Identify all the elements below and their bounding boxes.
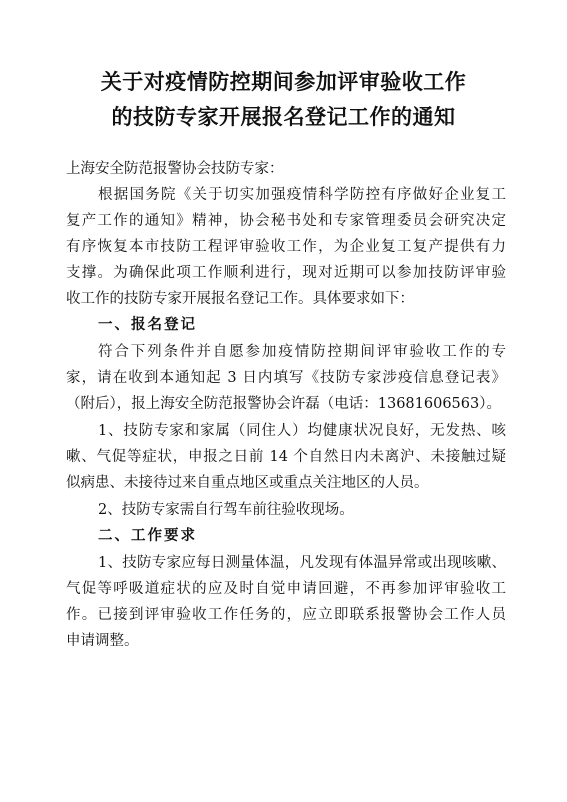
requirement-line-4: 申请调整。 bbox=[66, 633, 139, 649]
document-title-line-1: 关于对疫情防控期间参加评审验收工作 bbox=[100, 69, 467, 94]
intro-line-1: 根据国务院《关于切实加强疫情科学防控有序做好企业复工 bbox=[98, 187, 506, 203]
condition-1-line-3: 似病患、未接待过来自重点地区或重点关注地区的人员。 bbox=[66, 475, 429, 491]
intro-line-2: 复产工作的通知》精神，协会秘书处和专家管理委员会研究决定 bbox=[66, 213, 506, 229]
intro-line-4: 支撑。为确保此项工作顺利进行，现对近期可以参加技防评审验 bbox=[66, 265, 506, 281]
salutation: 上海安全防范报警协会技防专家： bbox=[66, 161, 284, 177]
condition-1-line-1: 1、技防专家和家属（同住人）均健康状况良好，无发热、咳 bbox=[98, 423, 506, 439]
registration-line-3: （附后），报上海安全防范报警协会许磊（电话：13681606563）。 bbox=[66, 396, 501, 412]
requirement-line-3: 作。已接到评审验收工作任务的，应立即联系报警协会工作人员 bbox=[66, 607, 506, 623]
section-heading-requirements: 二、工作要求 bbox=[98, 528, 197, 544]
document-title-line-2: 的技防专家开展报名登记工作的通知 bbox=[111, 104, 456, 129]
intro-line-3: 有序恢复本市技防工程评审验收工作，为企业复工复产提供有力 bbox=[66, 239, 506, 255]
section-heading-registration: 一、报名登记 bbox=[98, 317, 197, 333]
intro-line-5: 收工作的技防专家开展报名登记工作。具体要求如下： bbox=[66, 291, 414, 307]
requirement-line-1: 1、技防专家应每日测量体温，凡发现有体温异常或出现咳嗽、 bbox=[98, 555, 506, 571]
registration-line-1: 符合下列条件并自愿参加疫情防控期间评审验收工作的专 bbox=[98, 344, 506, 360]
requirement-line-2: 气促等呼吸道症状的应及时自觉申请回避，不再参加评审验收工 bbox=[66, 581, 506, 597]
registration-line-2: 家，请在收到本通知起 3 日内填写《技防专家涉疫信息登记表》 bbox=[66, 370, 506, 386]
condition-2: 2、技防专家需自行驾车前往验收现场。 bbox=[98, 502, 354, 518]
condition-1-line-2: 嗽、气促等症状，申报之日前 14 个自然日内未离沪、未接触过疑 bbox=[66, 449, 506, 465]
